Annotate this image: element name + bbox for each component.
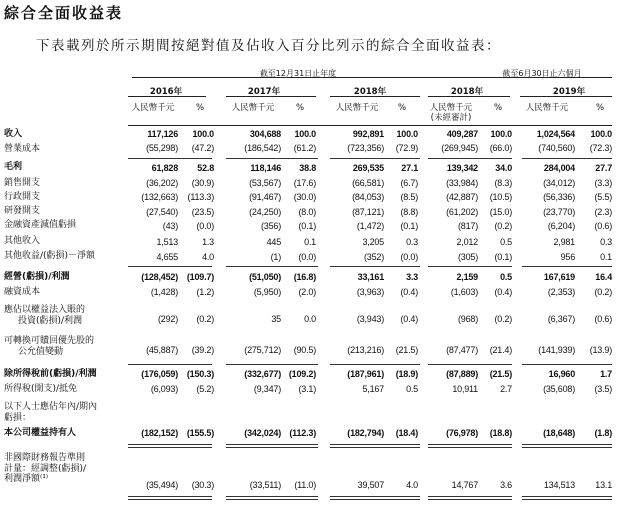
table-cell: (30.9) — [191, 178, 214, 188]
double-rule — [226, 444, 318, 448]
table-cell: 2,159 — [456, 272, 478, 282]
section-title: 綜合全面收益表 — [4, 4, 124, 22]
table-cell: 118,146 — [250, 163, 281, 173]
row-label — [4, 144, 40, 155]
table-cell: (0.0) — [298, 252, 316, 262]
single-rule — [330, 158, 420, 159]
single-rule — [128, 266, 212, 267]
table-cell: (3.1) — [298, 384, 316, 394]
row-label — [4, 384, 77, 395]
row-label-line: 以下人士應佔年內/期內 — [4, 402, 98, 412]
row-label — [4, 305, 85, 326]
table-cell: (10.5) — [489, 192, 512, 202]
table-cell: (3.5) — [594, 384, 612, 394]
table-cell: (128,452) — [141, 272, 178, 282]
table-cell: 2,012 — [456, 237, 478, 247]
row-label-line: 融資成本 — [4, 287, 41, 297]
table-cell: (15.0) — [489, 207, 512, 217]
row-label-line: 營業成本 — [4, 144, 41, 154]
table-cell: (24,250) — [249, 207, 281, 217]
table-cell: (53,567) — [249, 178, 281, 188]
table-cell: 0.1 — [304, 237, 316, 247]
year-2017: 2017年 — [247, 87, 281, 97]
double-rule — [428, 444, 512, 448]
table-cell: (34,012) — [543, 178, 575, 188]
table-cell: 5,167 — [362, 384, 384, 394]
period-year-end: 截至12月31日止年度 — [259, 69, 337, 78]
table-cell: 16.4 — [595, 272, 612, 282]
table-cell: (42,887) — [446, 192, 478, 202]
table-cell: 52.8 — [197, 163, 214, 173]
col-unaudited: (未經審計) — [430, 113, 472, 123]
table-cell: (0.1) — [298, 221, 316, 231]
row-label-line: 經營(虧損)/利潤 — [4, 272, 70, 282]
table-cell: (1.2) — [196, 287, 214, 297]
row-label-line: 其他收入 — [4, 236, 41, 246]
single-rule — [330, 266, 420, 267]
year-rule-2019-h1 — [520, 96, 612, 97]
single-rule — [226, 364, 318, 365]
table-cell: 35 — [271, 314, 281, 324]
row-label — [4, 287, 40, 298]
table-cell: (3,943) — [356, 314, 384, 324]
table-cell: (1,428) — [150, 287, 178, 297]
table-cell: (8.0) — [298, 207, 316, 217]
row-label — [4, 192, 40, 203]
table-cell: (87,889) — [446, 369, 478, 379]
row-label-line: 其他收益/(虧損)－淨額 — [4, 251, 96, 261]
table-cell: (112.3) — [289, 428, 316, 438]
table-cell: (0.4) — [400, 287, 418, 297]
table-cell: (0.1) — [400, 221, 418, 231]
table-cell: 0.5 — [500, 272, 512, 282]
table-cell: (155.5) — [186, 428, 214, 438]
table-cell: (18.8) — [489, 428, 512, 438]
table-cell: (0.4) — [400, 314, 418, 324]
table-cell: (91,467) — [249, 192, 281, 202]
table-cell: (9,347) — [253, 384, 281, 394]
table-cell: 3.6 — [500, 480, 512, 490]
row-label — [4, 402, 97, 423]
table-cell: 4,655 — [156, 252, 178, 262]
table-cell: (723,356) — [347, 143, 384, 153]
table-cell: (1) — [270, 252, 281, 262]
single-rule — [522, 266, 612, 267]
row-label — [4, 129, 22, 140]
table-cell: (187,961) — [347, 369, 384, 379]
col-pct-2018: % — [397, 103, 407, 113]
table-cell: (1,603) — [450, 287, 478, 297]
col-rmb-2019-h1: 人民幣千元 — [525, 103, 569, 113]
row-label — [4, 336, 94, 357]
row-label-line: 行政開支 — [4, 192, 41, 202]
table-cell: (305) — [457, 252, 478, 262]
table-cell: 38.8 — [299, 163, 316, 173]
table-cell: (2,353) — [547, 287, 575, 297]
row-label-line: 計量：經調整(虧損)/ — [4, 463, 87, 474]
row-label — [4, 428, 76, 439]
table-cell: (0.6) — [594, 314, 612, 324]
table-cell: 0.3 — [600, 237, 612, 247]
year-rule-2018-h1 — [428, 96, 510, 97]
table-cell: (61.2) — [293, 143, 316, 153]
row-label — [4, 369, 97, 380]
single-rule — [428, 364, 512, 365]
table-cell: (8.5) — [400, 192, 418, 202]
table-cell: 10,911 — [452, 384, 478, 394]
double-rule — [522, 444, 612, 448]
double-rule — [128, 496, 212, 500]
double-rule — [428, 496, 512, 500]
table-cell: 100.0 — [192, 129, 214, 139]
table-cell: (5.5) — [594, 192, 612, 202]
table-cell: (6,093) — [150, 384, 178, 394]
row-label-line: 毛利 — [4, 162, 23, 172]
row-label-line: 可轉換可贖回優先股的 — [4, 336, 95, 346]
table-cell: 1.7 — [600, 369, 612, 379]
single-rule — [226, 266, 318, 267]
table-cell: 117,126 — [147, 129, 178, 139]
row-label-line: 利潤淨額⁽¹⁾ — [4, 474, 49, 484]
double-rule — [128, 444, 212, 448]
table-cell: (0.2) — [196, 314, 214, 324]
single-rule — [128, 158, 212, 159]
table-cell: 0.5 — [406, 384, 418, 394]
table-cell: (186,542) — [244, 143, 281, 153]
row-label — [4, 206, 40, 217]
table-cell: (30.0) — [293, 192, 316, 202]
table-cell: 0.3 — [406, 237, 418, 247]
table-cell: (23,770) — [543, 207, 575, 217]
table-cell: (1.8) — [594, 428, 612, 438]
double-rule — [330, 444, 420, 448]
table-cell: (275,712) — [244, 345, 281, 355]
table-cell: (182,152) — [141, 428, 178, 438]
row-label-line: 除所得稅前(虧損)/利潤 — [4, 369, 97, 379]
col-rmb-2018-h1: 人民幣千元 — [429, 103, 473, 113]
table-cell: 100.0 — [294, 129, 316, 139]
col-rmb-2018: 人民幣千元 — [335, 103, 379, 113]
row-label-line: 研發開支 — [4, 206, 41, 216]
table-cell: 0.5 — [500, 237, 512, 247]
col-rmb-2017: 人民幣千元 — [231, 103, 275, 113]
table-cell: 27.7 — [595, 163, 612, 173]
table-cell: (30.3) — [191, 480, 214, 490]
table-cell: 956 — [560, 252, 575, 262]
year-2016: 2016年 — [149, 87, 183, 97]
row-label — [4, 162, 22, 173]
single-rule — [330, 364, 420, 365]
table-cell: 100.0 — [396, 129, 418, 139]
table-cell: (3,963) — [356, 287, 384, 297]
table-cell: 139,342 — [446, 163, 478, 173]
table-cell: (21.5) — [395, 345, 418, 355]
table-cell: (21.4) — [489, 345, 512, 355]
table-cell: (109.7) — [186, 272, 214, 282]
table-cell: 167,619 — [543, 272, 575, 282]
row-label — [4, 251, 95, 262]
table-cell: 445 — [266, 237, 281, 247]
table-cell: 14,767 — [451, 480, 478, 490]
table-cell: (5.2) — [196, 384, 214, 394]
row-label — [4, 272, 70, 283]
table-cell: (269,945) — [441, 143, 478, 153]
single-rule — [128, 364, 212, 365]
double-rule — [330, 496, 420, 500]
table-cell: 1,024,564 — [536, 129, 575, 139]
row-label — [4, 220, 76, 231]
table-cell: (2.0) — [298, 287, 316, 297]
table-cell: 3,205 — [362, 237, 384, 247]
single-rule — [428, 158, 512, 159]
table-cell: 13.1 — [595, 480, 612, 490]
table-cell: (47.2) — [191, 143, 214, 153]
table-cell: (66,581) — [352, 178, 384, 188]
table-cell: (3.3) — [594, 178, 612, 188]
table-cell: (8.3) — [494, 178, 512, 188]
year-rule-2016 — [128, 96, 206, 97]
col-rmb-2016: 人民幣千元 — [131, 103, 175, 113]
table-cell: (33,984) — [446, 178, 478, 188]
table-cell: (35,494) — [146, 480, 178, 490]
row-label — [4, 453, 86, 485]
table-cell: 0.1 — [600, 252, 612, 262]
table-cell: 269,535 — [352, 163, 384, 173]
table-cell: (36,202) — [146, 178, 178, 188]
single-rule — [522, 158, 612, 159]
year-rule-2018 — [330, 96, 420, 97]
table-cell: (43) — [162, 221, 178, 231]
table-cell: (27,540) — [146, 207, 178, 217]
row-label-line: 收入 — [4, 129, 23, 139]
table-cell: (332,677) — [244, 369, 281, 379]
period-half-year: 截至6月30日止六個月 — [502, 69, 582, 78]
table-cell: (51,050) — [249, 272, 281, 282]
table-cell: (0.1) — [494, 252, 512, 262]
table-cell: (66.0) — [489, 143, 512, 153]
table-cell: (55,298) — [146, 143, 178, 153]
year-2018: 2018年 — [353, 87, 387, 97]
table-cell: 3.3 — [406, 272, 418, 282]
table-cell: (6,204) — [547, 221, 575, 231]
intro-text: 下表載列於所示期間按絕對值及佔收入百分比列示的綜合全面收益表： — [36, 38, 501, 54]
table-cell: (141,939) — [538, 345, 575, 355]
table-cell: 1,513 — [156, 237, 178, 247]
table-cell: (6.7) — [400, 178, 418, 188]
table-cell: 284,004 — [543, 163, 575, 173]
row-label-line: 虧損： — [4, 412, 32, 423]
year-2018-h1: 2018年 — [450, 87, 484, 97]
table-cell: (16.8) — [293, 272, 316, 282]
table-cell: (87,121) — [352, 207, 384, 217]
table-cell: (11.0) — [294, 480, 316, 490]
table-cell: (213,216) — [347, 345, 384, 355]
table-cell: (356) — [260, 221, 281, 231]
period-year-end-rule — [132, 77, 464, 78]
row-label-line: 投資(虧損)/利潤 — [18, 315, 83, 326]
table-cell: (84,053) — [352, 192, 384, 202]
table-cell: (56,336) — [543, 192, 575, 202]
table-cell: (176,059) — [141, 369, 178, 379]
table-cell: (0.4) — [494, 287, 512, 297]
table-cell: (352) — [363, 252, 384, 262]
table-cell: (0.2) — [594, 287, 612, 297]
table-cell: (8.8) — [400, 207, 418, 217]
single-rule — [428, 266, 512, 267]
table-cell: (0.6) — [594, 221, 612, 231]
table-cell: 34.0 — [495, 163, 512, 173]
row-label-line: 公允值變動 — [18, 346, 64, 357]
table-cell: 61,828 — [151, 163, 178, 173]
header-bottom-rule — [128, 125, 612, 126]
table-cell: (87,477) — [446, 345, 478, 355]
table-cell: 409,287 — [446, 129, 478, 139]
table-cell: 100.0 — [490, 129, 512, 139]
year-2019-h1: 2019年 — [552, 87, 586, 97]
row-label — [4, 236, 40, 247]
table-cell: 1.3 — [202, 237, 214, 247]
table-cell: 2,981 — [553, 237, 575, 247]
row-label — [4, 178, 40, 189]
table-cell: (0.2) — [494, 314, 512, 324]
table-cell: 39,507 — [357, 480, 384, 490]
table-cell: (72.9) — [395, 143, 418, 153]
col-pct-2016: % — [195, 103, 205, 113]
table-cell: (17.6) — [293, 178, 316, 188]
table-cell: (0.0) — [400, 252, 418, 262]
row-label-line: 銷售開支 — [4, 178, 41, 188]
table-cell: (2.3) — [594, 207, 612, 217]
table-cell: (18.4) — [395, 428, 418, 438]
table-cell: (0.0) — [196, 221, 214, 231]
single-rule — [226, 158, 318, 159]
table-cell: (13.9) — [589, 345, 612, 355]
row-label-line: 本公司權益持有人 — [4, 428, 77, 438]
table-cell: (0.2) — [494, 221, 512, 231]
table-cell: 4.0 — [202, 252, 214, 262]
col-pct-2019-h1: % — [595, 103, 605, 113]
table-cell: 2.7 — [500, 384, 512, 394]
col-pct-2017: % — [295, 103, 305, 113]
table-cell: (90.5) — [293, 345, 316, 355]
table-cell: (150.3) — [186, 369, 214, 379]
year-rule-2017 — [226, 96, 316, 97]
table-cell: (5,950) — [253, 287, 281, 297]
table-cell: (1,472) — [356, 221, 384, 231]
table-cell: (968) — [457, 314, 478, 324]
table-cell: 134,513 — [543, 480, 575, 490]
row-label-line: 非國際財務報告準則 — [4, 453, 86, 463]
row-label-line: 應佔以權益法入賬的 — [4, 305, 86, 315]
table-cell: (6,367) — [547, 314, 575, 324]
table-cell: (23.5) — [191, 207, 214, 217]
table-cell: (292) — [157, 314, 178, 324]
row-label-line: 金融資產減值虧損 — [4, 220, 77, 230]
table-cell: (33,511) — [249, 480, 281, 490]
table-cell: (21.5) — [489, 369, 512, 379]
table-cell: (109.2) — [288, 369, 316, 379]
double-rule — [226, 496, 318, 500]
table-cell: 33,161 — [357, 272, 384, 282]
table-cell: 304,688 — [249, 129, 281, 139]
table-cell: (45,887) — [146, 345, 178, 355]
table-cell: (113.3) — [187, 192, 214, 202]
table-cell: 0.0 — [304, 314, 316, 324]
table-cell: 27.1 — [401, 163, 418, 173]
table-cell: 4.0 — [406, 480, 418, 490]
table-cell: (39.2) — [191, 345, 214, 355]
row-label-line: 所得稅(開支)/抵免 — [4, 384, 78, 394]
period-half-year-rule — [424, 77, 612, 78]
table-cell: 992,891 — [352, 129, 384, 139]
table-cell: (76,978) — [446, 428, 478, 438]
col-pct-2018-h1: % — [493, 103, 503, 113]
table-cell: (182,794) — [347, 428, 384, 438]
table-cell: (72.3) — [589, 143, 612, 153]
table-cell: (18,648) — [543, 428, 575, 438]
double-rule — [522, 496, 612, 500]
table-cell: 16,960 — [548, 369, 575, 379]
table-cell: (132,663) — [141, 192, 178, 202]
table-cell: (342,024) — [244, 428, 281, 438]
table-cell: (740,560) — [538, 143, 575, 153]
table-cell: (61,202) — [446, 207, 478, 217]
table-cell: (35,608) — [543, 384, 575, 394]
table-cell: (817) — [457, 221, 478, 231]
table-cell: (18.9) — [395, 369, 418, 379]
single-rule — [522, 364, 612, 365]
table-cell: 100.0 — [590, 129, 612, 139]
